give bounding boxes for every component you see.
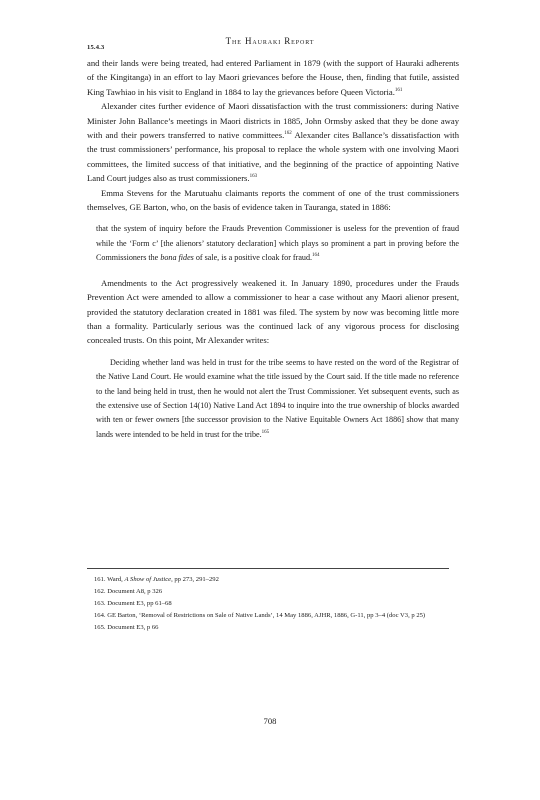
text-run: of sale, is a positive cloak for fraud.	[193, 253, 313, 263]
footnote	[94, 598, 454, 610]
footnote-ref: 164	[312, 253, 320, 259]
text-run: 162. Document A8, p 326	[94, 588, 163, 596]
text-run: Amendments to the Act progressively weakened it. In January 1890, procedures under the Frauds Prevention Act were amended to allow a commissioner to hear a case without any Maori alienor present, provided the statutory declaration created in 1881 was filed. The system by now was becoming little more than a formality. Particularly serious was the continued lack of any vigorous process for disclosing concealed trusts. On this point, Mr Alexander writes:	[87, 277, 459, 346]
text-run: , pp 273, 291–292	[171, 576, 219, 583]
footnote-ref: 163	[249, 174, 258, 180]
footnote	[94, 586, 454, 598]
running-head: The Hauraki Report	[225, 36, 315, 46]
text-run: that the system of inquiry before the Frauds Prevention Commissioner is useless for the prevention of fraud while the ‘Form c’ [the alienors’ statutory declaration] which plays so prominent a part in proving before the Commissioners the	[96, 224, 459, 263]
footnote-ref: 165	[261, 429, 270, 435]
italic-text: A Show of Justice	[124, 576, 172, 583]
body-text	[87, 56, 459, 452]
section-number: 15.4.3	[87, 44, 105, 51]
footnote-ref: 162	[284, 131, 292, 137]
text-run: 165. Document E3, p 66	[94, 624, 159, 632]
text-run: 161. Ward,	[94, 576, 125, 583]
quote-text	[96, 222, 459, 265]
block-quote	[87, 356, 459, 442]
footnotes	[94, 574, 454, 634]
paragraph	[87, 186, 459, 215]
text-run: Alexander cites further evidence of Maori dissatisfaction with the trust commissioners: during Native Minister John Ballance’s meetings in Maori districts in 1885, John Ormsby asked that they be done away with and their powers transferred to native committees.	[87, 101, 459, 141]
footnote	[94, 574, 454, 586]
block-quote	[87, 222, 459, 265]
footnote-rule	[87, 568, 449, 569]
paragraph	[87, 99, 459, 185]
page-number: 708	[263, 716, 277, 726]
text-run: Emma Stevens for the Marutuahu claimants reports the comment of one of the trust commissioners themselves, GE Barton, who, on the basis of evidence taken in Tauranga, stated in 1886:	[87, 187, 459, 213]
text-run: Deciding whether land was held in trust for the tribe seems to have rested on the word of the Registrar of the Native Land Court. He would examine what the title issued by the Court said. If the title made no reference to the land being held in trust, then he would not alert the Trust Commissioner. Yet subsequent events, such as the extensive use of Section 14(10) Native Land Act 1894 to inquire into the true ownership of blocks awarded with ten or fewer owners [the successor provision to the Native Equitable Owners Act 1886] show that many lands were intended to be held in trust for the tribe.	[96, 357, 459, 439]
text-run: and their lands were being treated, had entered Parliament in 1879 (with the support of Hauraki adherents of the Kingitanga) in an effort to lay Maori grievances before the House, then, finding that futile, assisted King Tawhiao in his visit to England in 1884 to lay the grievances before Queen Victoria.	[87, 58, 459, 97]
footnote	[94, 610, 454, 622]
italic-text: bona fides	[160, 253, 194, 263]
text-run: 163. Document E3, pp 61–68	[94, 600, 172, 608]
text-run: Alexander cites Ballance’s dissatisfaction with the trust commissioners’ performance, his proposal to replace the whole system with one involving Maori committees, the limited success of that initiative, and the beginning of the practice of appointing Native Land Court judges also as trust commissioners.	[87, 130, 459, 184]
text-run: 164. GE Barton, ‘Removal of Restrictions on Sale of Native Lands’, 14 May 1886, AJHR, 1886, G-11, pp 3–4 (doc V3, p 25)	[94, 612, 426, 620]
footnote	[94, 622, 454, 634]
quote-text	[96, 356, 459, 442]
paragraph	[87, 276, 459, 348]
paragraph	[87, 56, 459, 99]
footnote-ref: 161	[394, 87, 403, 93]
